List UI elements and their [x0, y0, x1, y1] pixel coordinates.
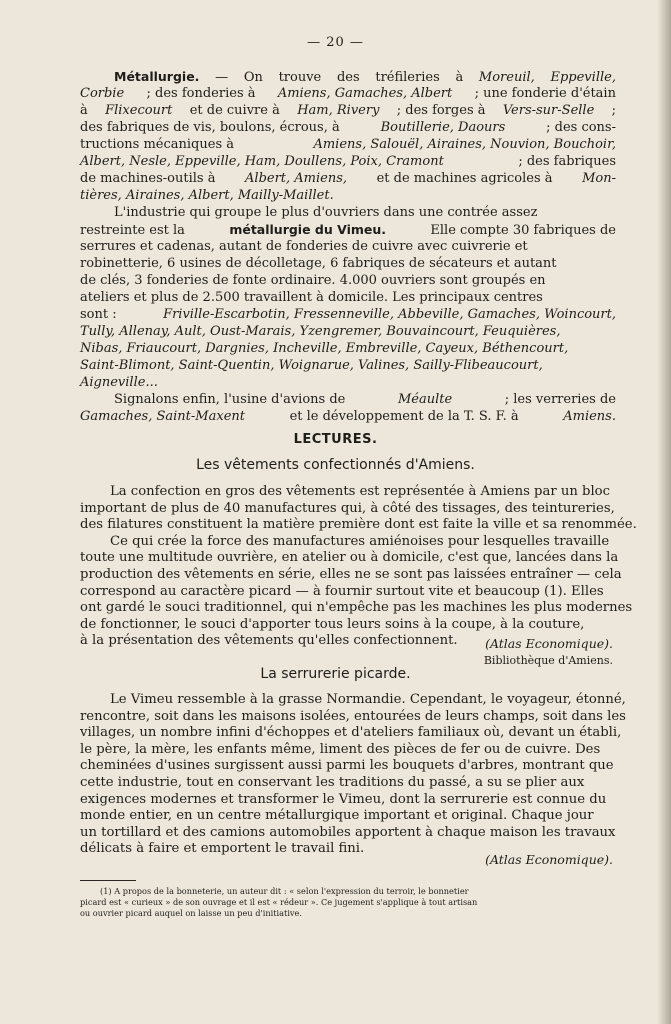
text-line — [80, 204, 616, 221]
page-number: — 20 — — [307, 35, 364, 50]
run-italic: Méaulte — [397, 392, 453, 407]
run: ; des fabriques — [518, 154, 616, 169]
article-source: (Atlas Economique). — [485, 852, 613, 867]
run: ; des fonderies à — [146, 86, 256, 101]
text-line — [80, 408, 616, 425]
article-source-library: Bibliothèque d'Amiens. — [483, 654, 613, 667]
text-line — [80, 742, 616, 759]
run: de machines-outils à — [80, 171, 216, 186]
text-line — [80, 808, 616, 825]
text-line — [80, 306, 616, 323]
run: des fabriques de vis, boulons, écrous, à — [80, 120, 340, 135]
run: à la présentation des vêtements qu'elles confectionnent. — [80, 633, 458, 649]
run: le père, la mère, les enfants même, liment des pièces de fer ou de cuivre. Des — [80, 741, 601, 757]
run: cette industrie, tout en conservant les traditions du passé, a su se plier aux — [80, 774, 585, 790]
run: ; des forges à — [396, 103, 486, 118]
run-italic: Mon- — [582, 171, 616, 186]
run: correspond au caractère picard — à fournir surtout vite et beaucoup (1). Elles — [80, 583, 604, 599]
run-italic: Moreuil, — [478, 70, 535, 85]
run: sont : — [80, 307, 117, 322]
run-bold: Métallurgie. — [114, 69, 200, 84]
text-line — [80, 775, 616, 792]
run-bold: métallurgie du Vimeu. — [229, 222, 387, 237]
text-line — [80, 600, 633, 617]
text-line — [80, 792, 616, 809]
article-body — [80, 692, 626, 858]
text-line — [80, 153, 616, 170]
run-italic: Albert, Amiens, — [245, 171, 348, 186]
run: tructions mécaniques à — [80, 137, 235, 152]
text-line — [80, 187, 616, 204]
run-italic: Tully, Allenay, Ault, Oust-Marais, Yzengremer, Bouvaincourt, Feuquières, — [80, 324, 561, 339]
run: Le Vimeu ressemble à la grasse Normandie. Cependant, le voyageur, étonné, — [110, 692, 626, 707]
run: picard est « curieux » de son ouvrage et il est « rédeur ». Ce jugement s'applique à tout artisan — [80, 897, 478, 907]
run: restreinte est la — [80, 223, 185, 238]
footnote-line — [80, 886, 616, 897]
article-title: La serrurerie picarde. — [260, 666, 411, 682]
text-line — [80, 221, 616, 238]
run: des — [336, 70, 360, 85]
run: Signalons enfin, l'usine d'avions de — [114, 392, 346, 407]
run: cheminées d'usines surgissent aussi parmi les bouquets d'arbres, montrant que — [80, 758, 614, 774]
text-line — [80, 119, 616, 136]
run: serrures et cadenas, autant de fonderies de cuivre avec cuivrerie et — [80, 239, 528, 254]
run: — — [215, 70, 229, 85]
text-line — [80, 758, 616, 775]
metallurgie-section — [80, 68, 616, 425]
run: monde entier, en un centre métallurgique important et original. Chaque jour — [80, 808, 594, 824]
run: La confection en gros des vêtements est représentée à Amiens par un bloc — [110, 484, 611, 499]
run-italic: Boutillerie, Daours — [380, 120, 506, 135]
run: à — [455, 70, 464, 85]
run: délicats à faire et emportent le travail fini. — [80, 841, 365, 857]
run: (1) A propos de la bonneterie, un auteur dit : « selon l'expression du terroir, le bonnetier — [100, 886, 469, 896]
text-line — [80, 692, 626, 709]
run: ateliers et plus de 2.500 travaillent à domicile. Les principaux centres — [80, 290, 543, 305]
text-line — [80, 68, 616, 85]
text-line — [80, 584, 616, 601]
run: ont gardé le souci traditionnel, qui n'empêche pas les machines les plus modernes — [80, 600, 633, 616]
text-line — [80, 272, 616, 289]
run: et le développement de la T. S. F. à — [289, 409, 519, 424]
text-line — [80, 170, 616, 187]
run: L'industrie qui groupe le plus d'ouvriers dans une contrée assez — [114, 205, 538, 220]
run: rencontre, soit dans les maisons isolées, entourées de leurs champs, soit dans les — [80, 708, 626, 724]
run: et de cuivre à — [189, 103, 280, 118]
run: à — [80, 103, 88, 118]
text-line — [80, 255, 616, 272]
text-line — [80, 617, 616, 634]
run: production des vêtements en série, elles ne se sont pas laissées entraîner — cela — [80, 566, 622, 582]
run-italic: Amiens. — [563, 409, 616, 424]
run-italic: Flixecourt — [105, 103, 173, 118]
text-line — [80, 289, 616, 306]
run: ; les verreries de — [504, 392, 616, 407]
lectures-heading: LECTURES. — [293, 432, 378, 447]
run: trouve — [278, 70, 322, 85]
run-italic: Ham, Rivery — [297, 103, 380, 118]
text-line — [80, 136, 616, 153]
article-body — [80, 484, 637, 650]
run: robinetterie, 6 usines de décolletage, 6 fabriques de sécateurs et autant — [80, 256, 557, 271]
text-line — [80, 725, 622, 742]
text-line — [80, 357, 616, 374]
run: exigences modernes et transformer le Vimeu, dont la serrurerie est connue du — [80, 791, 607, 807]
run: Elle compte 30 fabriques de — [430, 223, 616, 238]
run: de clés, 3 fonderies de fonte ordinaire. 4.000 ouvriers sont groupés en — [80, 273, 546, 288]
text-line — [80, 102, 616, 119]
text-line — [80, 484, 616, 501]
run: un tortillard et des camions automobiles apportent à chaque maison les travaux — [80, 824, 616, 840]
run-italic: Aigneville... — [80, 375, 158, 390]
text-line — [80, 238, 616, 255]
run-italic: Gamaches, Saint-Maxent — [80, 409, 245, 424]
run: ou ouvrier picard auquel on laisse un peu d'initiative. — [80, 908, 303, 918]
run: ; — [611, 103, 616, 118]
text-line — [80, 517, 637, 534]
text-line — [80, 374, 616, 391]
run: ; des cons- — [546, 120, 616, 135]
run-italic: Corbie — [80, 86, 125, 101]
footnote — [80, 886, 616, 919]
article-source: (Atlas Economique). — [485, 636, 613, 651]
run-italic: Eppeville, — [550, 70, 616, 85]
run: villages, un nombre infini d'échoppes et d'ateliers familiaux où, devant un établi, — [80, 725, 622, 741]
text-line — [80, 708, 626, 726]
run: ; une fonderie d'étain — [474, 86, 616, 101]
run: tréfileries — [375, 70, 440, 85]
footnote-line — [80, 908, 616, 919]
run-italic: Saint-Blimont, Saint-Quentin, Woignarue, Valines, Sailly-Flibeaucourt, — [80, 358, 543, 373]
text-line — [80, 323, 616, 340]
run: des filatures constituent la matière première dont est faite la ville et sa renommée. — [80, 517, 637, 533]
text-line — [80, 534, 616, 551]
text-line — [80, 550, 619, 567]
text-line — [80, 566, 622, 584]
run-italic: Amiens, Gamaches, Albert — [277, 86, 453, 101]
run: important de plus de 40 manufactures qui, à côté des tissages, des teintureries, — [80, 500, 615, 516]
text-line — [80, 85, 616, 102]
text-line — [80, 825, 616, 842]
run: On — [243, 70, 263, 85]
run: et de machines agricoles à — [376, 171, 553, 186]
text-line — [80, 340, 616, 357]
footnote-rule — [80, 880, 136, 881]
run-italic: Friville-Escarbotin, Fressenneville, Abbeville, Gamaches, Woincourt, — [163, 307, 616, 322]
text-line — [80, 391, 616, 408]
run: toute une multitude ouvrière, en atelier ou à domicile, c'est que, lancées dans la — [80, 550, 619, 566]
run: Ce qui crée la force des manufactures amiénoises pour lesquelles travaille — [110, 533, 610, 549]
text-line — [80, 501, 616, 518]
run-italic: Albert, Nesle, Eppeville, Ham, Doullens, Poix, Cramont — [80, 154, 444, 169]
run: de fonctionner, le souci d'apporter tous leurs soins à la coupe, à la couture, — [80, 616, 585, 632]
footnote-line — [80, 897, 616, 908]
article-title: Les vêtements confectionnés d'Amiens. — [196, 457, 475, 473]
run-italic: Vers-sur-Selle — [502, 103, 595, 118]
run-italic: Amiens, Salouël, Airaines, Nouvion, Bouchoir, — [313, 137, 616, 152]
run-italic: Nibas, Friaucourt, Dargnies, Incheville, Embreville, Cayeux, Béthencourt, — [80, 341, 569, 356]
run-italic: tières, Airaines, Albert, Mailly-Maillet. — [80, 188, 334, 203]
